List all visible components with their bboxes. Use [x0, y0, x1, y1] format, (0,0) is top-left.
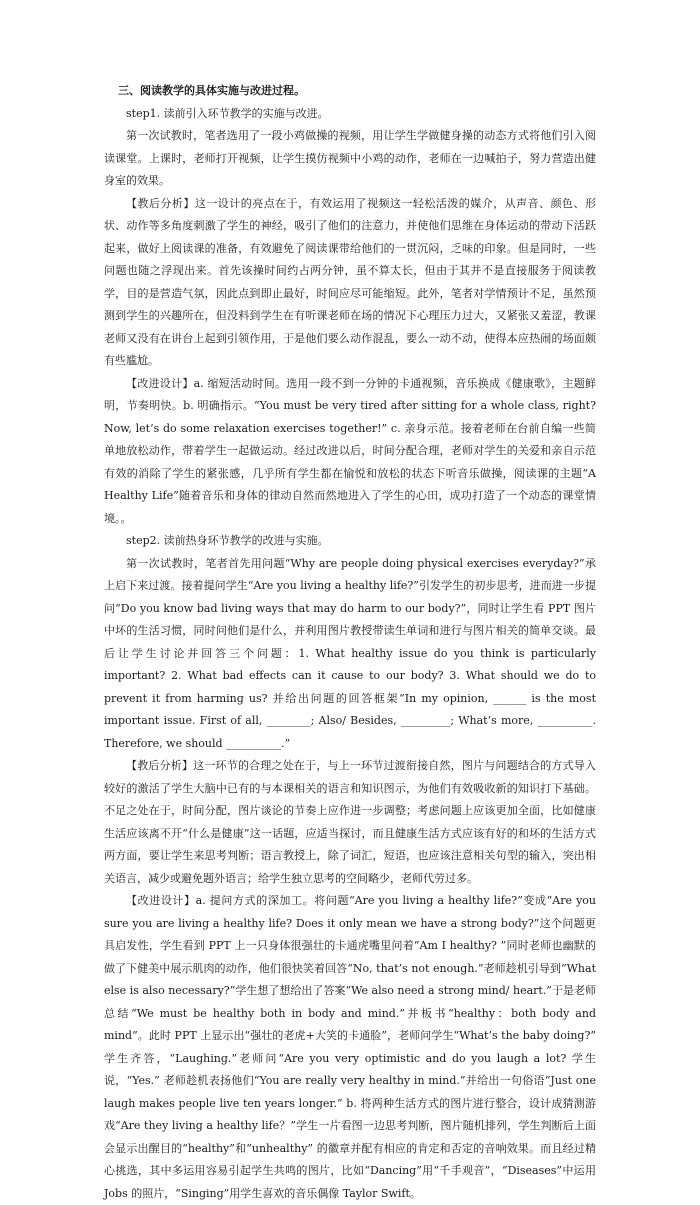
document-body — [104, 80, 596, 1205]
step-title: step2. 读前热身环节教学的改进与实施。 — [126, 534, 329, 547]
section-heading: 三、阅读教学的具体实施与改进过程。 — [118, 84, 305, 97]
paragraph: 【教后分析】这一环节的合理之处在于，与上一环节过渡衔接自然，图片与问题结合的方式导入较好的激活了学生大脑中已有的与本课相关的语言和知识图示，为他们有效吸收新的知识打下基础。不足之处在于，时间分配，图片谈论的节奏上应作进一步调整；考虑问题上应该更加全面，比如健康生活应该离不开“什么是健康”这一话题，应适当探讨，而且健康生活方式应该有好的和坏的生活方式两方面，要让学生来思考判断；语言教授上，除了词汇，短语，也应该注意相关句型的输入，突出相关语言，减少或避免题外语言；给学生独立思考的空间略少，老师代劳过多。 — [104, 759, 596, 885]
paragraph: 【教后分析】这一设计的亮点在于，有效运用了视频这一轻松活泼的媒介，从声音、颜色、形状、动作等多角度刺激了学生的神经，吸引了他们的注意力，并使他们思维在身体运动的带动下活跃起来，做好上阅读课的准备，有效避免了阅读课带给他们的一贯沉闷，乏味的印象。但是同时，一些问题也随之浮现出来。首先该操时间约占两分钟，虽不算太长，但由于其并不是直接服务于阅读教学，目的是营造气氛，因此点到即止最好，时间应尽可能缩短。此外，笔者对学情预计不足，虽然预测到学生的兴趣所在，但没料到学生在有听课老师在场的情况下心理压力过大，又紧张又羞涩，教课老师又没有在讲台上起到引领作用，于是他们要么动作混乱，要么一动不动，使得本应热闹的场面颇有些尴尬。 — [104, 196, 596, 367]
paragraph: 第一次试教时，笔者选用了一段小鸡做操的视频，用让学生学做健身操的动态方式将他们引入阅读课堂。上课时，老师打开视频，让学生摸仿视频中小鸡的动作，老师在一边喊拍子，努力营造出健身室的效果。 — [104, 129, 596, 187]
paragraph: 【改进设计】a. 提问方式的深加工。将问题“Are you living a healthy life?”变成“Are you sure you are living a healthy life? Does it only mean we have a strong body?”这个问题更具启发性，学生看到 PPT 上一只身体很强壮的卡通虎嘴里问着“Am I healthy? ”同时老师也幽默的做了下健美中展示肌肉的动作，他们很快笑着回答“No, that’s not enough.”老师趁机引导到“What else is also necessary?”学生想了想给出了答案“We also need a strong mind/ heart.”于是老师总结“We must be healthy both in body and mind.”并板书“healthy：both body and mind”。此时 PPT 上显示出“强壮的老虎+大笑的卡通脸”，老师问学生“What’s the baby doing?” 学生齐答，“Laughing.”老师问“Are you very optimistic and do you laugh a lot? 学生说，“Yes.” 老师趁机表扬他们“You are really very healthy in mind.”并给出一句俗语“Just one laugh makes people live ten years longer.” b. 将两种生活方式的图片进行整合，设计成猜测游戏“Are they living a healthy life？”学生一片看图一边思考判断，图片随机排列，学生判断后上面会显示出醒目的“healthy”和“unhealthy” 的徽章并配有相应的肯定和否定的音响效果。而且经过精心挑选，其中多运用容易引起学生共鸣的图片，比如“Dancing”用“千手观音”，“Diseases”中运用 Jobs 的照片，“Singing”用学生喜欢的音乐偶像 Taylor Swift。 — [104, 894, 596, 1200]
step-title: step1. 读前引入环节教学的实施与改进。 — [126, 106, 329, 120]
paragraph: 第一次试教时，笔者首先用问题“Why are people doing physical exercises everyday?”承上启下来过渡。接着提问学生“Are you living a healthy life?”引发学生的初步思考，进而进一步提问“Do you know bad living ways that may do harm to our body?”，同时让学生看 PPT 图片中坏的生活习惯，同时问他们是什么，并利用图片教授带读生单词和进行与图片相关的简单交谈。最后让学生讨论并回答三个问题：1. What healthy issue do you think is particularly important? 2. What bad effects can it cause to our body? 3. What should we do to prevent it from harming us? 并给出问题的回答框架“In my opinion, ______ is the most important issue. First of all, ________; Also/ Besides, _________; What’s more, __________. Therefore, we should __________.” — [104, 556, 596, 750]
paragraph: 【改进设计】a. 缩短活动时间。选用一段不到一分钟的卡通视频，音乐换成《健康歌》，主题鲜明，节奏明快。b. 明确指示。“You must be very tired after sitting for a whole class, right? Now, let’s do some relaxation exercises together!” c. 亲身示范。接着老师在台前自编一些简单地放松动作，带着学生一起做运动。经过改进以后，时间分配合理，老师对学生的关爱和亲自示范有效的消除了学生的紧张感，几乎所有学生都在愉悦和放松的状态下听音乐做操，阅读课的主题“A Healthy Life”随着音乐和身体的律动自然而然地进入了学生的心田，成功打造了一个动态的课堂情境。。 — [104, 376, 596, 525]
